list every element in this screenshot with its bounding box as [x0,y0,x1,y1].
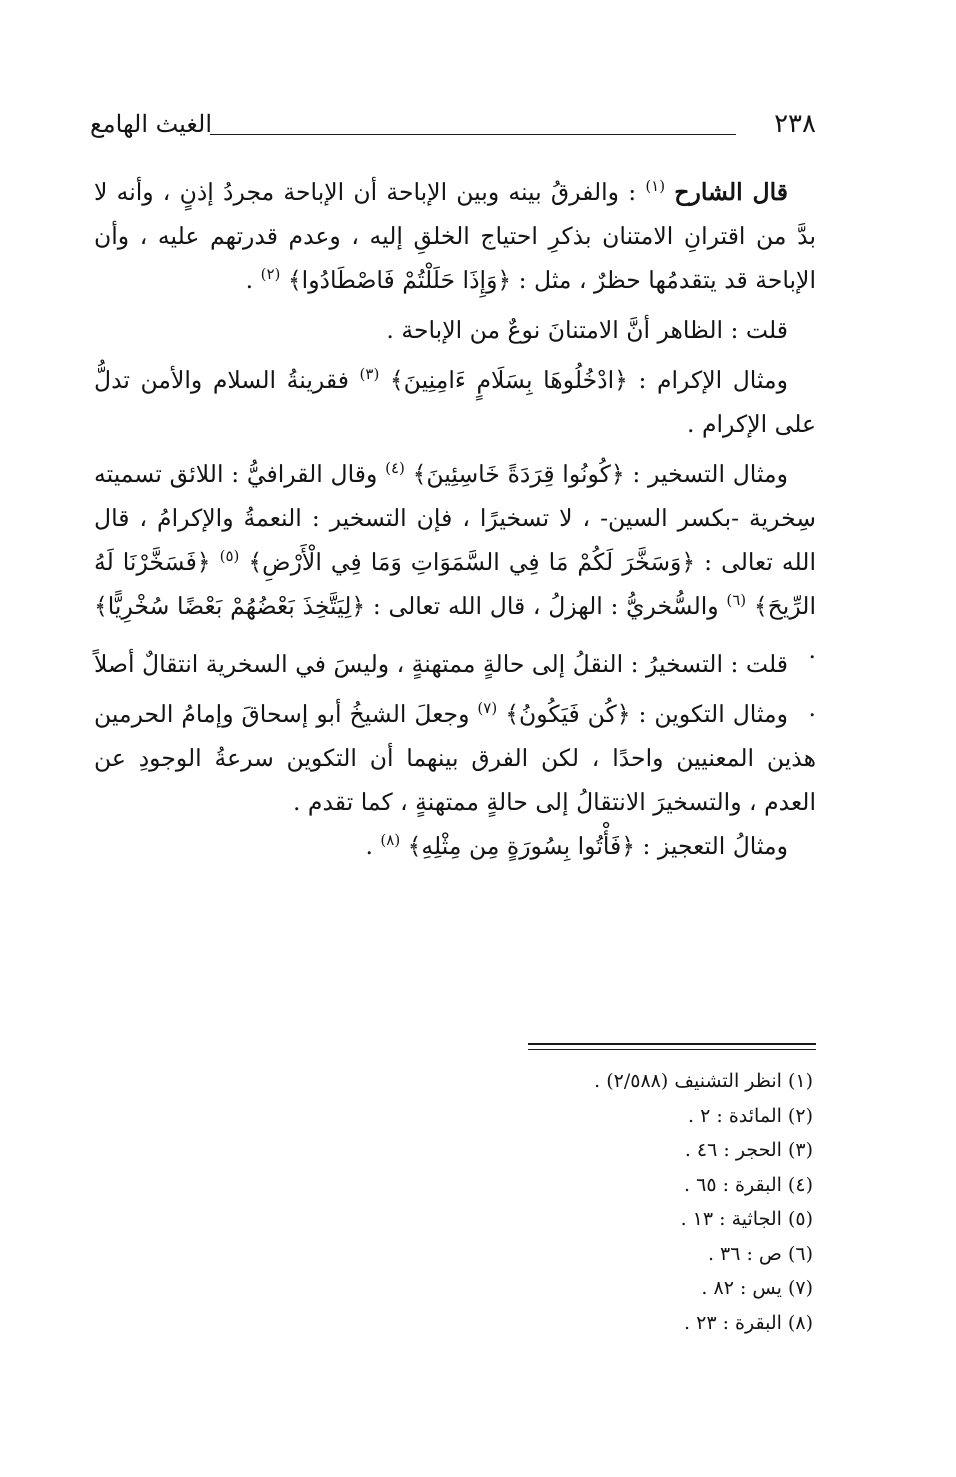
footnote-ref[interactable]: (٥) [219,547,240,566]
footnote-ref[interactable]: (٦) [726,591,747,610]
paragraph-text: وقال القرافيُّ : اللائق تسميته سِخرية -بكسر السين- ، لا تسخيرًا ، فإن التسخير : النعمةُ والإكرامُ ، قال الله تعالى : [94,460,816,576]
quran-verse: ﴿وَإِذَا حَلَلْتُمْ فَاصْطَادُوا﴾ [287,266,512,294]
paragraph-tajiz [94,824,816,868]
paragraph-text: : والفرقُ بينه وبين الإباحة أن الإباحة مجردُ إذنٍ ، وأنه لا بدَّ من اقترانِ الامتنان بذكرِ احتياج الخلقِ إليه ، وعدم قدرتهم عليه ، وأن الإباحة قد يتقدمُها حظرٌ ، مثل : [94,178,816,294]
quran-verse: ﴿كُونُوا قِرَدَةً خَاسِئِينَ﴾ [412,460,625,488]
footnote-ref[interactable]: (١) [645,177,666,196]
paragraph-takwin [94,692,816,824]
footnote-ref[interactable]: (٨) [380,831,401,850]
footnote-item: (٧) يس : ٨٢ . [701,1277,813,1299]
quran-verse: ﴿لِيَتَّخِذَ بَعْضُهُمْ بَعْضًا سُخْرِيًّا﴾ [94,592,366,620]
page-number: ٢٣٨ [774,109,816,139]
quran-verse: ﴿فَسَخَّرْنَا لَهُ الرِّيحَ﴾ [94,548,816,620]
paragraph-text: فقرينةُ السلام والأمن تدلُّ على الإكرام . [94,366,816,438]
paragraph-text: . [245,266,261,294]
footnote-ref[interactable]: (٧) [477,699,498,718]
paragraph-text: . [808,636,816,664]
quran-verse: ﴿وَسَخَّرَ لَكُمْ مَا فِي السَّمَوَاتِ وَمَا فِي الْأَرْضِ﴾ [248,548,696,576]
footnote-ref[interactable]: (٣) [359,365,380,384]
quran-verse: ﴿فَأْتُوا بِسُورَةٍ مِن مِثْلِهِ﴾ [407,832,636,860]
paragraph-text: ومثالُ التعجيز : [635,832,788,860]
quran-verse: ﴿كُن فَيَكُونُ﴾ [505,700,631,728]
paragraph-text: ومثال التكوين : [630,700,788,728]
footnote-ref[interactable]: (٢) [260,265,281,284]
paragraph-text: ومثال التسخير : [624,460,788,488]
footnote-item: (٦) ص : ٣٦ . [707,1242,813,1265]
footnote-separator [528,1049,816,1050]
header-rule [210,134,736,135]
page-header [90,106,816,146]
paragraph-text [211,548,220,576]
paragraph-ikram [94,358,816,446]
footnote-item: (٥) الجاثية : ١٣ . [680,1208,813,1230]
paragraph-text: قلت : التسخيرُ : النقلُ إلى حالةٍ ممتهنةٍ ، وليسَ في السخرية انتقالٌ أصلاً . [94,650,816,722]
footnote-item: (٣) الحجر : ٤٦ . [684,1139,813,1161]
paragraph-qultu [94,308,816,352]
paragraph-text: والسُّخريُّ : الهزلُ ، قال الله تعالى : [365,592,727,620]
paragraph-taskhir [94,452,816,664]
speaker-label: قال الشارح [674,178,789,206]
paragraph-text: . [365,832,381,860]
running-title: الغيث الهامع [90,110,212,138]
paragraph-sharih [94,170,816,302]
paragraph-text: ومثال الإكرام : [627,366,788,394]
quran-verse: ﴿ادْخُلُوهَا بِسَلَامٍ ءَامِنِينَ﴾ [389,366,628,394]
paragraph-text: وجعلَ الشيخُ أبو إسحاقَ وإمامُ الحرمين هذين المعنيين واحدًا ، لكن الفرق بينهما أن التكوين سرعةُ الوجودِ عن العدم ، والتسخيرَ الانتقالُ إلى حالةٍ ممتهنةٍ ، كما تقدم . [94,700,816,816]
footnote-ref[interactable]: (٤) [385,459,405,478]
paragraph-text: قلت : الظاهر أنَّ الامتنانَ نوعٌ من الإباحة . [386,316,788,344]
main-text [94,170,816,868]
footnote-item: (٢) المائدة : ٢ . [688,1104,813,1127]
footnote-item: (٤) البقرة : ٦٥ . [684,1173,813,1196]
footnote-separator [528,1043,816,1045]
footnotes-list [493,1064,813,1340]
footnote-item: (١) انظر التشنيف (٢/٥٨٨) . [594,1070,813,1092]
footnote-item: (٨) البقرة : ٢٣ . [684,1311,813,1334]
